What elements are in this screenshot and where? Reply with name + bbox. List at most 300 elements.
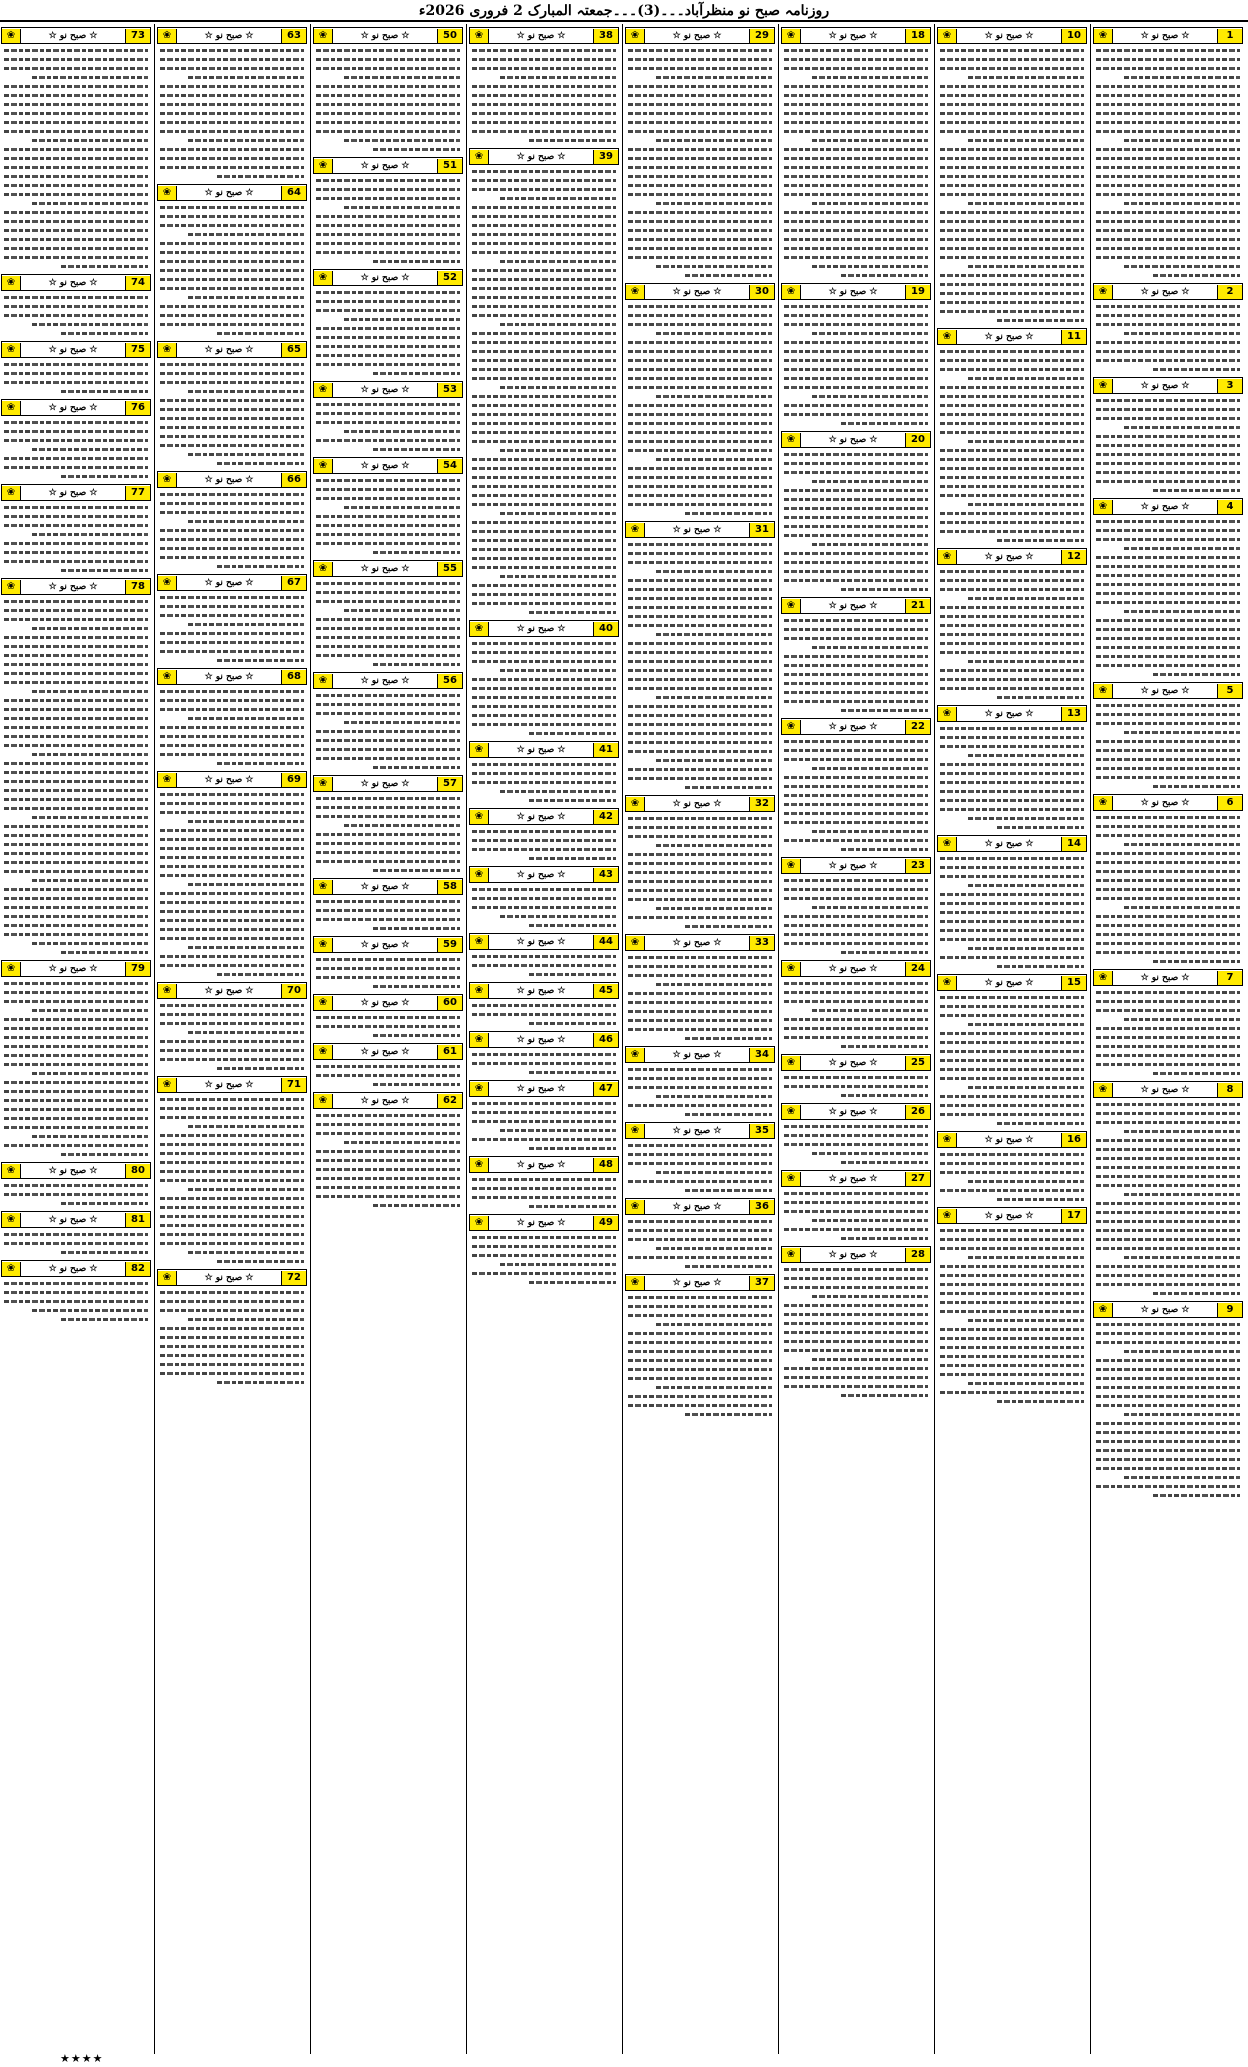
- text-line: [626, 576, 774, 585]
- text-line: [470, 293, 618, 302]
- text-line: [470, 1269, 618, 1278]
- text-line: [782, 679, 930, 688]
- text-line: [782, 190, 930, 199]
- text-line: [782, 1091, 930, 1100]
- text-line: [158, 817, 306, 826]
- ad-text-block: [312, 579, 464, 669]
- text-line: [1094, 643, 1242, 652]
- ad-header: [1093, 682, 1243, 699]
- text-line: [158, 1360, 306, 1369]
- text-line: [314, 109, 462, 118]
- text-line: [470, 836, 618, 845]
- ad-text-block: [780, 876, 932, 957]
- column-divider: [1090, 24, 1091, 2054]
- text-line: [782, 997, 930, 1006]
- text-line: [314, 1138, 462, 1147]
- text-line: [782, 1024, 930, 1033]
- ad-text-block: [312, 288, 464, 378]
- text-line: [314, 821, 462, 830]
- text-line: [938, 684, 1086, 693]
- text-line: [938, 298, 1086, 307]
- text-line: [938, 356, 1086, 365]
- ad-box-title: ☆ صبح نو ☆: [984, 30, 1034, 41]
- text-line: [470, 419, 618, 428]
- news-logo-icon: ❀: [1094, 29, 1113, 43]
- news-logo-icon: ❀: [158, 670, 177, 684]
- text-line: [1094, 1015, 1242, 1024]
- ad-number: 38: [593, 29, 618, 43]
- ad-header: [937, 835, 1087, 852]
- text-line: [2, 360, 150, 369]
- text-line: [470, 1050, 618, 1059]
- ad-header: [1, 27, 151, 44]
- text-line: [782, 55, 930, 64]
- text-line: [314, 127, 462, 136]
- text-line: [2, 921, 150, 930]
- text-line: [1094, 867, 1242, 876]
- text-line: [314, 176, 462, 185]
- text-line: [626, 347, 774, 356]
- column-divider: [622, 24, 623, 2054]
- ad-number: 11: [1061, 330, 1086, 344]
- text-line: [470, 82, 618, 91]
- text-line: [938, 1159, 1086, 1168]
- text-line: [158, 490, 306, 499]
- text-line: [314, 136, 462, 145]
- text-line: [938, 787, 1086, 796]
- ad-box-title: ☆ صبح نو ☆: [516, 1159, 566, 1170]
- text-line: [938, 823, 1086, 832]
- text-line: [626, 1034, 774, 1043]
- ad-box-title: ☆ صبح نو ☆: [672, 798, 722, 809]
- news-logo-icon: ❀: [158, 29, 177, 43]
- text-line: [2, 831, 150, 840]
- text-line: [158, 826, 306, 835]
- ad-box-title: ☆ صبح نو ☆: [360, 939, 410, 950]
- ad-box-title: ☆ صبح نو ☆: [204, 1079, 254, 1090]
- news-logo-icon: ❀: [2, 962, 21, 976]
- text-line: [2, 669, 150, 678]
- text-line: [626, 998, 774, 1007]
- text-line: [470, 1175, 618, 1184]
- text-line: [1094, 365, 1242, 374]
- ad-header: [625, 1274, 775, 1291]
- text-line: [314, 1111, 462, 1120]
- ad-header: [781, 1103, 931, 1120]
- text-line: [1094, 1136, 1242, 1145]
- text-line: [470, 212, 618, 221]
- text-line: [314, 955, 462, 964]
- text-line: [782, 903, 930, 912]
- news-logo-icon: ❀: [470, 743, 489, 757]
- text-line: [938, 289, 1086, 298]
- news-logo-icon: ❀: [314, 1094, 333, 1108]
- text-line: [782, 670, 930, 679]
- text-line: [470, 970, 618, 979]
- ad-box-title: ☆ صبح نو ☆: [1140, 30, 1190, 41]
- ad-box-title: ☆ صبح نو ☆: [360, 563, 410, 574]
- text-line: [938, 154, 1086, 163]
- ad-box-title: ☆ صبح نو ☆: [1140, 797, 1190, 808]
- ad-box-title: ☆ صبح نو ☆: [672, 286, 722, 297]
- text-line: [782, 688, 930, 697]
- text-line: [626, 765, 774, 774]
- text-line: [2, 190, 150, 199]
- text-line: [470, 275, 618, 284]
- text-line: [626, 720, 774, 729]
- text-line: [782, 979, 930, 988]
- news-logo-icon: ❀: [314, 880, 333, 894]
- column-1: [1092, 24, 1244, 2059]
- text-line: [314, 288, 462, 297]
- news-logo-icon: ❀: [626, 29, 645, 43]
- news-logo-icon: ❀: [626, 1048, 645, 1062]
- ad-header: [469, 982, 619, 999]
- ad-number: 9: [1217, 1303, 1242, 1317]
- ad-header: [469, 1214, 619, 1231]
- text-line: [938, 760, 1086, 769]
- text-line: [782, 1391, 930, 1400]
- text-line: [626, 136, 774, 145]
- text-line: [470, 599, 618, 608]
- text-line: [470, 675, 618, 684]
- text-line: [1094, 526, 1242, 535]
- ad-text-block: [468, 167, 620, 617]
- text-line: [2, 109, 150, 118]
- text-line: [782, 392, 930, 401]
- ad-number: 41: [593, 743, 618, 757]
- text-line: [158, 172, 306, 181]
- text-line: [1094, 1356, 1242, 1365]
- text-line: [938, 899, 1086, 908]
- text-line: [2, 840, 150, 849]
- text-line: [782, 154, 930, 163]
- ad-header: [313, 269, 463, 286]
- text-line: [782, 948, 930, 957]
- text-line: [938, 1029, 1086, 1038]
- text-line: [626, 118, 774, 127]
- masthead-title: روزنامہ صبح نو منظرآباد۔۔۔(3)۔۔۔جمعتہ المبارک 2 فروری 2026ء: [418, 3, 830, 19]
- text-line: [626, 1293, 774, 1302]
- text-line: [1094, 468, 1242, 477]
- text-line: [1094, 1217, 1242, 1226]
- text-line: [938, 805, 1086, 814]
- ad-header: [625, 1046, 775, 1063]
- text-line: [938, 769, 1086, 778]
- text-line: [626, 603, 774, 612]
- ad-text-block: [156, 1095, 308, 1266]
- text-line: [470, 961, 618, 970]
- text-line: [2, 217, 150, 226]
- ad-header: [625, 1122, 775, 1139]
- ad-number: 8: [1217, 1083, 1242, 1097]
- news-logo-icon: ❀: [626, 936, 645, 950]
- text-line: [782, 100, 930, 109]
- text-line: [470, 500, 618, 509]
- text-line: [782, 1310, 930, 1319]
- text-line: [782, 585, 930, 594]
- text-line: [782, 939, 930, 948]
- text-line: [938, 208, 1086, 217]
- text-line: [2, 777, 150, 786]
- text-line: [2, 302, 150, 311]
- text-line: [938, 127, 1086, 136]
- text-line: [626, 1253, 774, 1262]
- news-logo-icon: ❀: [782, 1056, 801, 1070]
- text-line: [938, 603, 1086, 612]
- text-line: [938, 1388, 1086, 1397]
- text-line: [1094, 46, 1242, 55]
- text-line: [2, 795, 150, 804]
- text-line: [1094, 1253, 1242, 1262]
- text-line: [626, 850, 774, 859]
- news-logo-icon: ❀: [314, 459, 333, 473]
- news-logo-icon: ❀: [158, 984, 177, 998]
- ad-number: 78: [125, 580, 150, 594]
- text-line: [782, 477, 930, 486]
- text-line: [1094, 997, 1242, 1006]
- text-line: [158, 1297, 306, 1306]
- text-line: [938, 1280, 1086, 1289]
- text-line: [2, 759, 150, 768]
- text-line: [158, 647, 306, 656]
- text-line: [314, 1062, 462, 1071]
- ad-header: [157, 668, 307, 685]
- ad-header: [313, 672, 463, 689]
- text-line: [158, 293, 306, 302]
- ad-number: 21: [905, 599, 930, 613]
- news-logo-icon: ❀: [314, 29, 333, 43]
- text-line: [470, 167, 618, 176]
- text-line: [1094, 118, 1242, 127]
- ad-number: 23: [905, 859, 930, 873]
- text-line: [1094, 486, 1242, 495]
- text-line: [626, 172, 774, 181]
- text-line: [1094, 517, 1242, 526]
- text-line: [782, 576, 930, 585]
- text-line: [314, 1147, 462, 1156]
- text-line: [470, 1135, 618, 1144]
- ad-text-block: [468, 639, 620, 738]
- ad-number: 51: [437, 159, 462, 173]
- ad-header: [1, 1211, 151, 1228]
- text-line: [470, 845, 618, 854]
- text-line: [938, 1226, 1086, 1235]
- text-line: [314, 1129, 462, 1138]
- text-line: [314, 485, 462, 494]
- ad-number: 16: [1061, 1133, 1086, 1147]
- text-line: [470, 1202, 618, 1211]
- text-line: [1094, 1006, 1242, 1015]
- text-line: [938, 482, 1086, 491]
- text-line: [1094, 271, 1242, 280]
- text-line: [1094, 199, 1242, 208]
- text-line: [782, 791, 930, 800]
- text-line: [158, 55, 306, 64]
- text-line: [938, 1074, 1086, 1083]
- ad-box-title: ☆ صبح نو ☆: [1140, 380, 1190, 391]
- text-line: [1094, 544, 1242, 553]
- text-line: [2, 530, 150, 539]
- text-line: [314, 194, 462, 203]
- text-line: [470, 639, 618, 648]
- text-line: [158, 369, 306, 378]
- text-line: [782, 755, 930, 764]
- text-line: [158, 91, 306, 100]
- news-logo-icon: ❀: [938, 1133, 957, 1147]
- text-line: [314, 351, 462, 360]
- text-line: [158, 952, 306, 961]
- text-line: [782, 1355, 930, 1364]
- text-line: [2, 320, 150, 329]
- text-line: [1094, 1455, 1242, 1464]
- text-line: [470, 46, 618, 55]
- text-line: [158, 1342, 306, 1351]
- text-line: [782, 567, 930, 576]
- text-line: [158, 553, 306, 562]
- text-line: [626, 684, 774, 693]
- text-line: [626, 244, 774, 253]
- ad-number: 77: [125, 486, 150, 500]
- text-line: [2, 1306, 150, 1315]
- text-line: [626, 217, 774, 226]
- text-line: [2, 154, 150, 163]
- text-line: [314, 239, 462, 248]
- ad-header: [157, 1076, 307, 1093]
- text-line: [314, 212, 462, 221]
- text-line: [782, 773, 930, 782]
- text-line: [470, 446, 618, 455]
- ad-text-block: [312, 955, 464, 991]
- text-line: [314, 579, 462, 588]
- text-line: [782, 1337, 930, 1346]
- text-line: [782, 329, 930, 338]
- text-line: [158, 248, 306, 257]
- text-line: [158, 732, 306, 741]
- ad-box-title: ☆ صبح نو ☆: [360, 272, 410, 283]
- text-line: [158, 517, 306, 526]
- text-line: [1094, 1410, 1242, 1419]
- text-line: [782, 1158, 930, 1167]
- ad-header: [1093, 794, 1243, 811]
- text-line: [782, 356, 930, 365]
- text-line: [1094, 737, 1242, 746]
- text-line: [1094, 634, 1242, 643]
- text-line: [626, 64, 774, 73]
- text-line: [1094, 957, 1242, 966]
- text-line: [314, 624, 462, 633]
- text-line: [2, 1123, 150, 1132]
- text-line: [782, 82, 930, 91]
- text-line: [1094, 302, 1242, 311]
- text-line: [626, 1074, 774, 1083]
- text-line: [626, 253, 774, 262]
- text-line: [470, 729, 618, 738]
- text-line: [938, 814, 1086, 823]
- text-line: [470, 374, 618, 383]
- text-line: [782, 199, 930, 208]
- column-divider: [934, 24, 935, 2054]
- text-line: [782, 136, 930, 145]
- text-line: [470, 885, 618, 894]
- text-line: [158, 1239, 306, 1248]
- ad-header: [1, 1260, 151, 1277]
- ad-number: 22: [905, 720, 930, 734]
- text-line: [626, 729, 774, 738]
- text-line: [626, 540, 774, 549]
- text-line: [1094, 858, 1242, 867]
- ad-header: [313, 560, 463, 577]
- text-line: [314, 691, 462, 700]
- news-logo-icon: ❀: [938, 976, 957, 990]
- text-line: [938, 657, 1086, 666]
- text-line: [470, 383, 618, 392]
- text-line: [782, 1073, 930, 1082]
- ad-header: [469, 620, 619, 637]
- text-line: [938, 1092, 1086, 1101]
- text-line: [782, 504, 930, 513]
- text-line: [2, 82, 150, 91]
- text-line: [470, 100, 618, 109]
- text-line: [1094, 1199, 1242, 1208]
- news-logo-icon: ❀: [782, 859, 801, 873]
- news-logo-icon: ❀: [314, 562, 333, 576]
- text-line: [782, 661, 930, 670]
- text-line: [470, 320, 618, 329]
- ad-number: 68: [281, 670, 306, 684]
- text-line: [1094, 311, 1242, 320]
- text-line: [626, 271, 774, 280]
- text-line: [938, 648, 1086, 657]
- news-logo-icon: ❀: [314, 271, 333, 285]
- text-line: [470, 176, 618, 185]
- ad-number: 67: [281, 576, 306, 590]
- text-line: [2, 1006, 150, 1015]
- text-line: [2, 1087, 150, 1096]
- text-line: [314, 548, 462, 557]
- text-line: [782, 737, 930, 746]
- ad-text-block: [156, 203, 308, 338]
- text-line: [158, 1028, 306, 1037]
- ad-number: 52: [437, 271, 462, 285]
- ad-box-title: ☆ صبح نو ☆: [360, 30, 410, 41]
- news-logo-icon: ❀: [938, 837, 957, 851]
- text-line: [626, 859, 774, 868]
- text-line: [2, 521, 150, 530]
- ad-header: [1093, 498, 1243, 515]
- ad-text-block: [624, 814, 776, 931]
- text-line: [938, 935, 1086, 944]
- text-line: [626, 1141, 774, 1150]
- text-line: [2, 1297, 150, 1306]
- text-line: [938, 199, 1086, 208]
- text-line: [158, 1131, 306, 1140]
- text-line: [1094, 1329, 1242, 1338]
- text-line: [782, 217, 930, 226]
- text-line: [938, 1253, 1086, 1262]
- text-line: [470, 854, 618, 863]
- ad-box-title: ☆ صبح نو ☆: [516, 744, 566, 755]
- ad-header: [937, 27, 1087, 44]
- text-line: [470, 329, 618, 338]
- text-line: [1094, 477, 1242, 486]
- text-line: [2, 1078, 150, 1087]
- text-line: [782, 818, 930, 827]
- text-line: [314, 1183, 462, 1192]
- text-line: [626, 904, 774, 913]
- text-line: [782, 253, 930, 262]
- ad-number: 37: [749, 1276, 774, 1290]
